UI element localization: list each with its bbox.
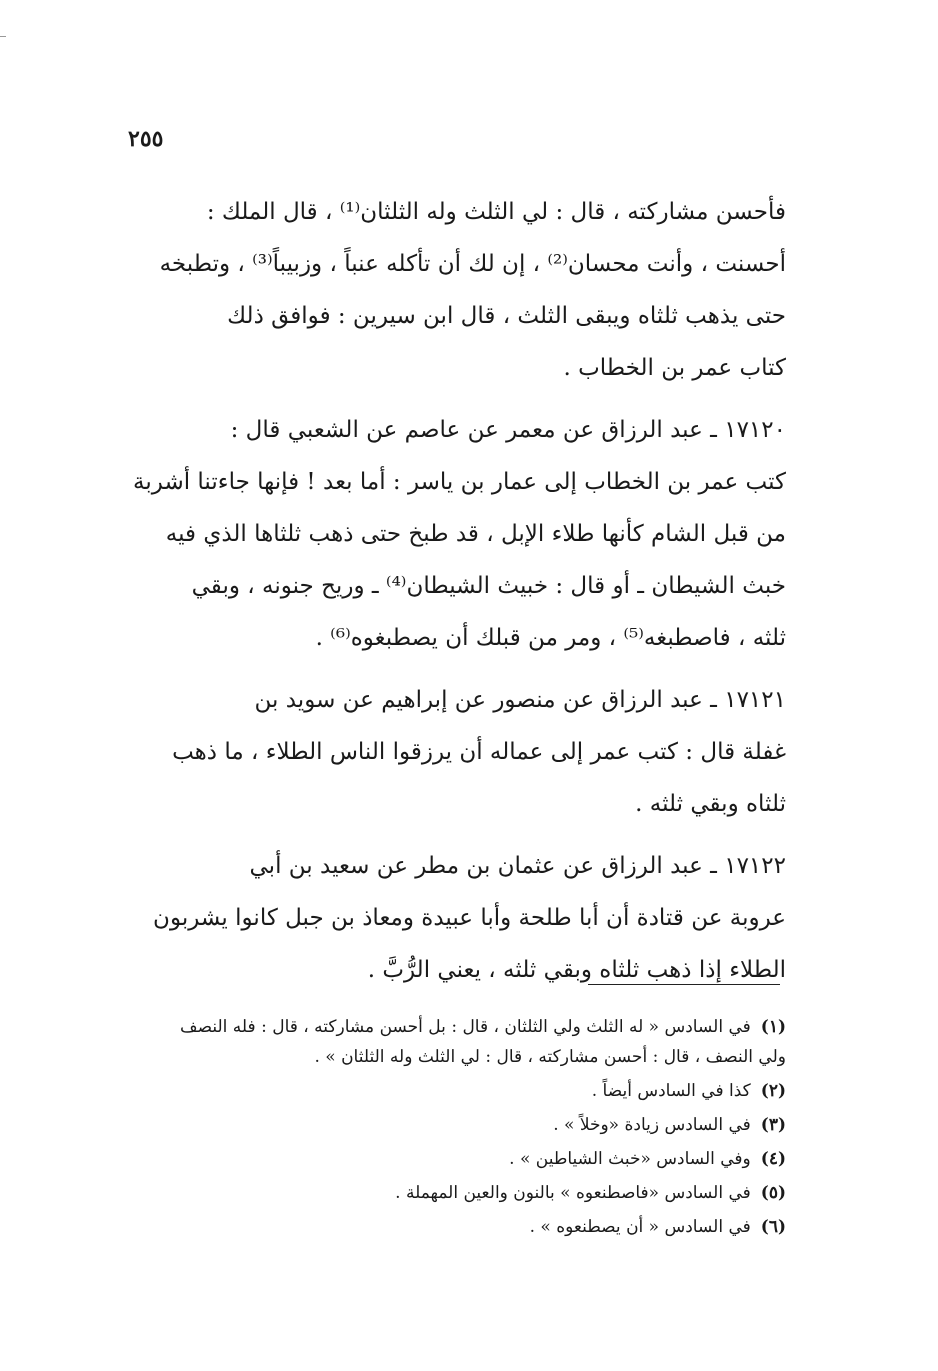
paragraph-17121 bbox=[118, 674, 786, 830]
main-text bbox=[118, 186, 786, 996]
footnote-divider bbox=[588, 984, 780, 985]
text-line: ١٧١٢١ ـ عبد الرزاق عن منصور عن إبراهيم عن سويد بن bbox=[254, 687, 786, 713]
footnote-text: كذا في السادس أيضاً . bbox=[591, 1081, 751, 1101]
scan-edge-mark bbox=[0, 36, 6, 37]
text-line: كتب عمر بن الخطاب إلى عمار بن ياسر : أما بعد ! فإنها جاءتنا أشربة bbox=[133, 469, 786, 495]
footnote-1-continuation: ولي النصف ، قال : أحسن مشاركته ، قال : لي الثلث وله الثلثان » . bbox=[314, 1047, 786, 1067]
footnotes bbox=[110, 1010, 786, 1246]
footnote-6 bbox=[110, 1212, 786, 1242]
footnote-text: في السادس « له الثلث ولي الثلثان ، قال : بل أحسن مشاركته ، قال : فله النصف bbox=[180, 1017, 751, 1037]
footnote-3 bbox=[110, 1110, 786, 1140]
text-line: حتى يذهب ثلثاه ويبقى الثلث ، قال ابن سيرين : فوافق ذلك bbox=[227, 303, 786, 329]
footnote-1 bbox=[110, 1012, 786, 1042]
text-line: الطلاء إذا ذهب ثلثاه وبقي ثلثه ، يعني الرُّبَّ . bbox=[367, 957, 786, 983]
footnote-number: (٥) bbox=[760, 1183, 786, 1203]
footnote-number: (١) bbox=[760, 1017, 786, 1037]
footnote-2 bbox=[110, 1076, 786, 1106]
paragraph-17120 bbox=[118, 404, 786, 664]
footnote-text: في السادس « أن يصطنعوه » . bbox=[529, 1217, 751, 1237]
paragraph-intro bbox=[118, 186, 786, 394]
text-line: أحسنت ، وأنت محسان⁽²⁾ ، إن لك أن تأكله عنباً ، وزبيباً⁽³⁾ ، وتطبخه bbox=[159, 251, 786, 277]
footnote-text: في السادس زيادة «وخلاً » . bbox=[553, 1115, 751, 1135]
text-line: خبث الشيطان ـ أو قال : خبيث الشيطان⁽⁴⁾ ـ وريح جنونه ، وبقي bbox=[191, 573, 786, 599]
text-line: كتاب عمر بن الخطاب . bbox=[563, 355, 786, 381]
footnote-text: في السادس «فاصطنعوه » بالنون والعين المهملة . bbox=[395, 1183, 751, 1203]
text-line: من قبل الشام كأنها طلاء الإبل ، قد طبخ حتى ذهب ثلثاها الذي فيه bbox=[165, 521, 786, 547]
text-line: غفلة قال : كتب عمر إلى عماله أن يرزقوا الناس الطلاء ، ما ذهب bbox=[172, 739, 786, 765]
page-number: ٢٥٥ bbox=[128, 126, 164, 152]
footnote-4 bbox=[110, 1144, 786, 1174]
text-line: ثلثه ، فاصطبغه⁽⁵⁾ ، ومر من قبلك أن يصطبغوه⁽⁶⁾ . bbox=[315, 625, 786, 651]
footnote-number: (٢) bbox=[760, 1081, 786, 1101]
footnote-number: (٤) bbox=[760, 1149, 786, 1169]
text-line: ١٧١٢٢ ـ عبد الرزاق عن عثمان بن مطر عن سعيد بن أبي bbox=[249, 853, 786, 879]
text-line: عروبة عن قتادة أن أبا طلحة وأبا عبيدة ومعاذ بن جبل كانوا يشربون bbox=[153, 905, 786, 931]
footnote-5 bbox=[110, 1178, 786, 1208]
footnote-number: (٣) bbox=[760, 1115, 786, 1135]
footnote-text: وفي السادس «خبث الشياطين » . bbox=[509, 1149, 751, 1169]
footnote-number: (٦) bbox=[760, 1217, 786, 1237]
text-line: ١٧١٢٠ ـ عبد الرزاق عن معمر عن عاصم عن الشعبي قال : bbox=[230, 417, 786, 443]
text-line: ثلثاه وبقي ثلثه . bbox=[635, 791, 786, 817]
paragraph-17122 bbox=[118, 840, 786, 996]
text-line: فأحسن مشاركته ، قال : لي الثلث وله الثلثان⁽¹⁾ ، قال الملك : bbox=[206, 199, 786, 225]
